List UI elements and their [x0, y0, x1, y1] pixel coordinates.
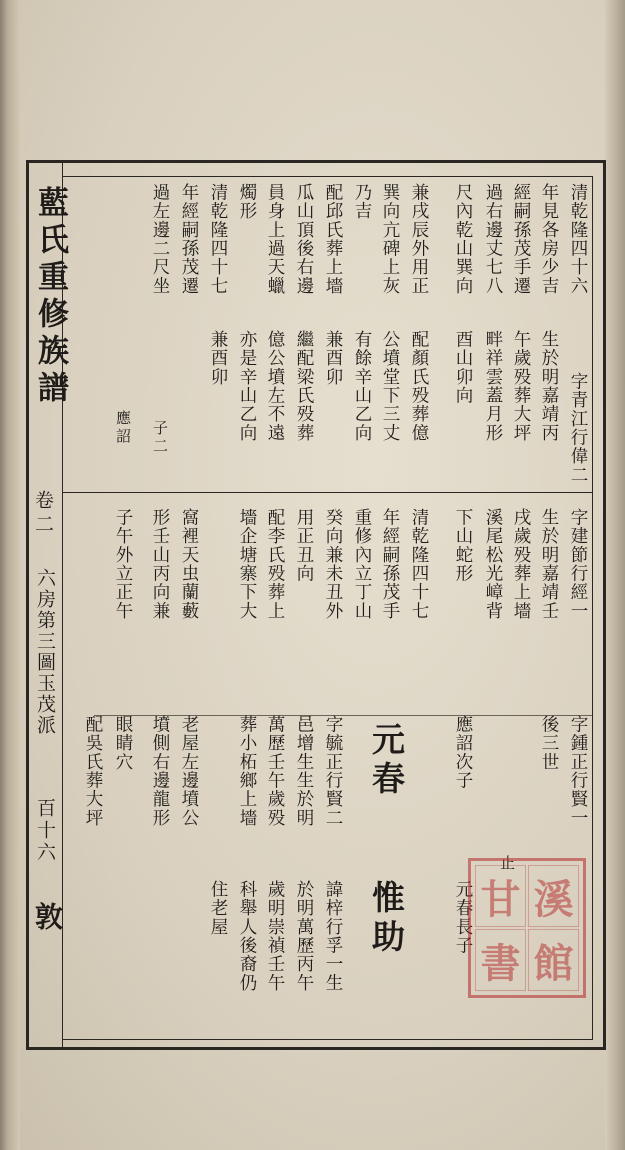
upper-column: 應詔: [114, 410, 132, 446]
upper-column: 亦是辛山乙向: [237, 330, 257, 443]
upper-column: 年經嗣孫茂遷: [179, 183, 199, 296]
upper-column: 午歲殁葬大坪: [511, 330, 531, 443]
lower-column: 窩裡天虫蘭藪: [179, 508, 199, 621]
lower-column: 墻企塘寨下大: [237, 508, 257, 621]
lower-column: 用正丑向: [294, 508, 314, 583]
lower-column: 子午外立正午: [113, 508, 133, 621]
upper-column: 過左邊二尺坐: [150, 183, 170, 296]
upper-column: 子二: [151, 420, 169, 456]
seal-character: 溪: [528, 865, 579, 927]
lower-column: 配吳氏葬大坪: [83, 715, 103, 828]
lower-column: 字鍾正行賢一: [568, 715, 588, 828]
lower-column: 眼睛穴: [113, 715, 133, 772]
upper-column: 清乾隆四十六: [568, 183, 588, 296]
upper-column: 燭形: [237, 183, 257, 221]
chapter-label: 卷二: [32, 490, 54, 538]
lower-column: 溪尾松光嶂背: [483, 508, 503, 621]
upper-column: 畔祥雲蓋月形: [483, 330, 503, 443]
page-fold-edge: [605, 0, 625, 1150]
upper-column: 瓜山頂後右邊: [294, 183, 314, 296]
seal-character: 館: [528, 929, 579, 991]
upper-column: 經嗣孫茂手遷: [511, 183, 531, 296]
upper-column: 尺內乾山巽向: [453, 183, 473, 296]
lower-column: 諱梓行孚一生: [323, 880, 343, 993]
lower-column: 元春長子: [453, 880, 473, 955]
upper-column: 兼戌辰外用正: [409, 183, 429, 296]
upper-column: 清乾隆四十七: [208, 183, 228, 296]
lower-column: 應詔次子: [453, 715, 473, 790]
lower-column: 住老屋: [208, 880, 228, 937]
lower-column: 老屋左邊墳公: [179, 715, 199, 828]
lower-column: 重修內立丁山: [352, 508, 372, 621]
upper-column: 巽向亢碑上灰: [380, 183, 400, 296]
book-spine: [0, 0, 20, 1150]
upper-column: 過右邊丈七八: [483, 183, 503, 296]
person-name: 元春: [367, 722, 406, 800]
lower-column: 後三世: [539, 715, 559, 772]
upper-column: 酉山卯向: [453, 330, 473, 405]
upper-column: 億公墳左不遠: [265, 330, 285, 443]
seal-character: 書: [475, 929, 526, 991]
upper-column: 乃吉: [352, 183, 372, 221]
page-number: 百十六: [34, 798, 56, 864]
upper-column: 配顏氏殁葬億: [409, 330, 429, 443]
lower-column: 於明萬歷丙午: [294, 880, 314, 993]
lower-column: 戌歲殁葬上墻: [511, 508, 531, 621]
lower-column: 字建節行經一: [568, 508, 588, 621]
upper-column: 生於明嘉靖丙: [539, 330, 559, 443]
lower-column: 配李氏殁葬上: [265, 508, 285, 621]
branch-label: 六房第三圖玉茂派: [34, 568, 56, 736]
upper-column: 配邱氏葬上墻: [323, 183, 343, 296]
upper-column: 公墳堂下三丈: [380, 330, 400, 443]
upper-column: 兼酉卯: [208, 330, 228, 387]
red-seal-stamp: [468, 858, 586, 998]
person-name: 惟助: [367, 880, 406, 958]
upper-column: 字青江行偉二: [568, 372, 588, 485]
lower-column: 下山蛇形: [453, 508, 473, 583]
lower-column: 年經嗣孫茂手: [380, 508, 400, 621]
lower-column: 止: [498, 855, 516, 873]
lower-column: 邑增生生於明: [294, 715, 314, 828]
hall-name: 敦: [31, 902, 64, 934]
upper-column: 年見各房少吉: [539, 183, 559, 296]
seal-character: 甘: [475, 865, 526, 927]
lower-column: 葬小柘鄉上墻: [237, 715, 257, 828]
lower-column: 形壬山丙向兼: [150, 508, 170, 621]
lower-column: 萬歷壬午歲殁: [265, 715, 285, 828]
upper-column: 員身上過天蠟: [265, 183, 285, 296]
upper-column: 有餘辛山乙向: [352, 330, 372, 443]
book-title: 藍氏重修族譜: [32, 186, 68, 408]
lower-column: 墳側右邊龍形: [150, 715, 170, 828]
lower-column: 歲明崇禎壬午: [265, 880, 285, 993]
lower-column: 科舉人後裔仍: [237, 880, 257, 993]
upper-column: 兼酉卯: [323, 330, 343, 387]
upper-lower-divider: [62, 492, 592, 493]
lower-column: 生於明嘉靖壬: [539, 508, 559, 621]
upper-column: 繼配梁氏殁葬: [294, 330, 314, 443]
lower-column: 癸向兼未丑外: [323, 508, 343, 621]
lower-column: 字毓正行賢二: [323, 715, 343, 828]
lower-column: 清乾隆四十七: [409, 508, 429, 621]
